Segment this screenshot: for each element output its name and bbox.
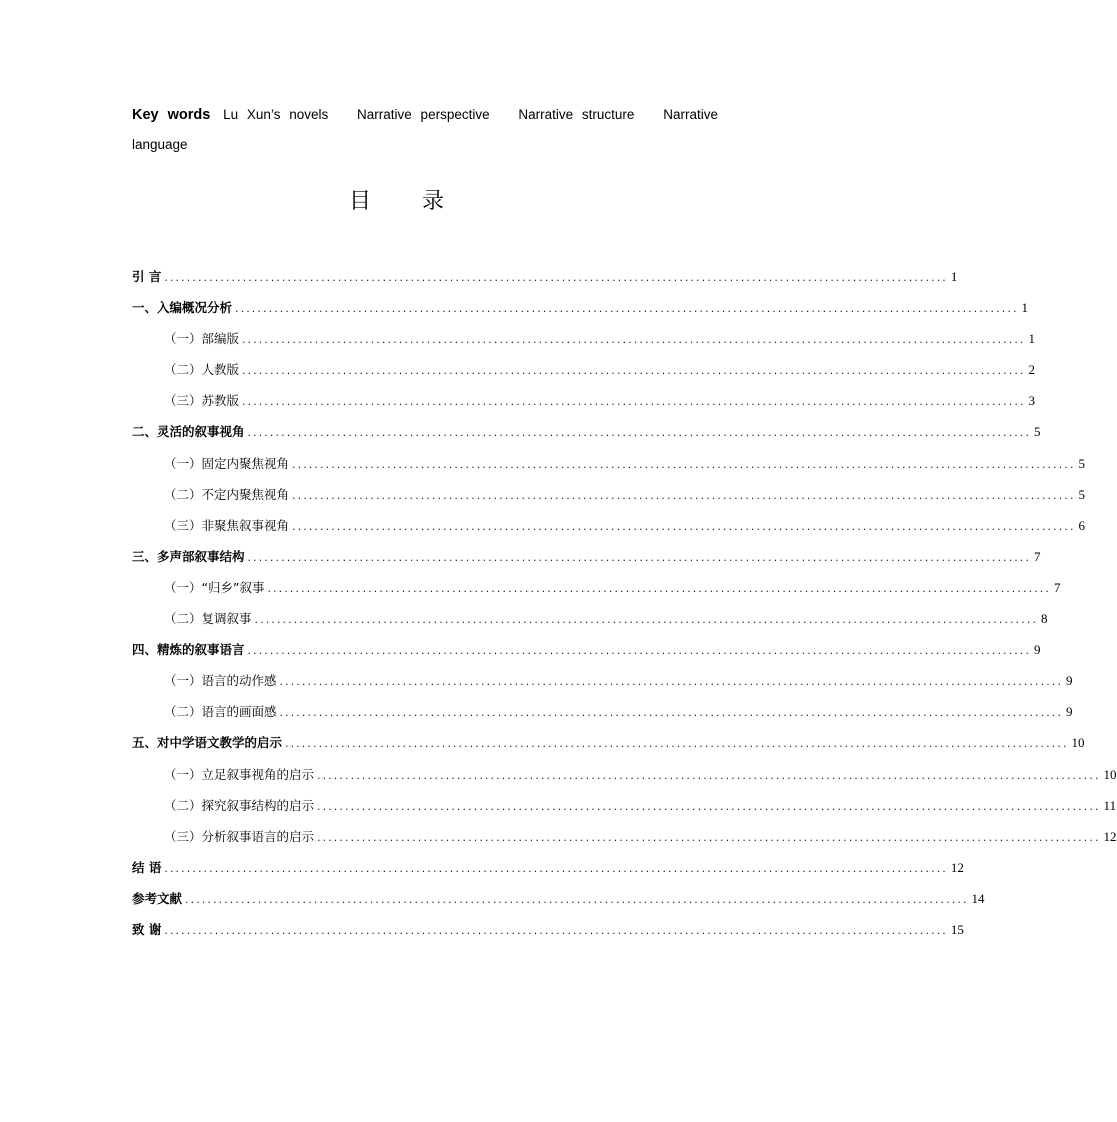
toc-entry-page-number: 2 [1028,362,1036,378]
toc-entry-page-number: 9 [1066,673,1073,689]
toc-entry-page-number: 9 [1034,642,1041,658]
toc-entry[interactable] [132,576,1061,607]
toc-entry-page-number: 12 [950,859,964,875]
toc-entry-label: 致 谢 [132,921,162,937]
keyword-term: Narrative perspective [357,107,490,122]
toc-entry-page-number: 1 [950,269,958,284]
toc-entry-label: 结 语 [132,859,162,875]
toc-entry[interactable] [132,794,1117,825]
toc-entry-page-number: 7 [1053,579,1061,595]
toc-entry-page-number: 11 [1103,797,1117,813]
toc-leader-dots: ............................................................................................................................................ [164,923,948,937]
toc-leader-dots: ............................................................................................................................................ [164,861,948,875]
toc-leader-dots: ............................................................................................................................................ [267,581,1051,595]
toc-leader-dots: ............................................................................................................................................ [247,426,1032,440]
toc-entry[interactable] [132,483,1086,514]
toc-entry-page-number: 1 [1028,331,1036,347]
toc-entry-label: 三、多声部叙事结构 [132,548,245,564]
toc-entry[interactable] [132,918,964,949]
toc-entry-label: （一）固定内聚焦视角 [164,455,290,471]
toc-entry[interactable] [132,607,1048,638]
toc-leader-dots: ............................................................................................................................................ [292,457,1076,471]
toc-entry-page-number: 5 [1078,486,1086,502]
toc-entry-label: （二）人教版 [164,362,240,378]
toc-entry-page-number: 12 [1103,828,1117,844]
toc-entry[interactable] [132,887,985,918]
toc-leader-dots: ............................................................................................................................................ [242,364,1026,378]
toc-leader-dots: ............................................................................................................................................ [254,613,1039,627]
toc-entry[interactable] [132,731,1085,762]
toc-entry[interactable] [132,452,1086,483]
toc-leader-dots: ............................................................................................................................................ [292,488,1076,502]
toc-leader-dots: ............................................................................................................................................ [242,333,1026,347]
toc-entry-label: 四、精炼的叙事语言 [132,642,245,658]
toc-entry-label: 引 言 [132,269,162,284]
toc-entry-label: （三）苏教版 [164,393,240,409]
toc-entry[interactable] [132,669,1073,700]
toc-entry-page-number: 5 [1034,424,1041,440]
toc-entry-label: （二）不定内聚焦视角 [164,486,290,502]
toc-entry[interactable] [132,265,958,296]
toc-entry-page-number: 8 [1041,611,1048,627]
toc-entry-label: 五、对中学语文教学的启示 [132,735,283,751]
toc-entry-label: （三）非聚焦叙事视角 [164,517,290,533]
toc-entry-label: （一）部编版 [164,331,240,347]
toc-leader-dots: ............................................................................................................................................ [317,830,1101,844]
toc-entry-page-number: 1 [1021,300,1029,316]
toc-entry[interactable] [132,514,1086,545]
toc-leader-dots: ............................................................................................................................................ [285,737,1069,751]
toc-entry-label: （二）探究叙事结构的启示 [164,797,315,813]
toc-leader-dots: ............................................................................................................................................ [164,271,948,284]
toc-title: 目 录 [349,189,466,214]
toc-entry-label: （一）语言的动作感 [164,673,277,689]
toc-leader-dots: ............................................................................................................................................ [247,644,1032,658]
toc-leader-dots: ............................................................................................................................................ [235,302,1019,316]
toc-entry-label: 一、入编概况分析 [132,300,233,316]
toc-leader-dots: ............................................................................................................................................ [292,519,1076,533]
keyword-term: Narrative structure [518,107,635,122]
toc-entry-label: （二）复调叙事 [164,611,252,627]
toc-entry-label: 二、灵活的叙事视角 [132,424,245,440]
toc-entry[interactable] [132,389,1036,420]
table-of-contents [132,265,1117,949]
toc-entry[interactable] [132,763,1117,794]
toc-entry-label: （一）“归乡”叙事 [164,579,265,595]
toc-entry-label: 参考文献 [132,890,183,906]
toc-entry-page-number: 7 [1034,548,1041,564]
toc-leader-dots: ............................................................................................................................................ [242,395,1026,409]
toc-leader-dots: ............................................................................................................................................ [185,892,969,906]
toc-entry-page-number: 15 [950,921,964,937]
toc-entry[interactable] [132,296,1029,327]
keyword-term: Narrative language [132,107,718,152]
toc-entry-page-number: 10 [1071,735,1085,751]
keywords-label: Key words [132,107,211,123]
toc-entry[interactable] [132,358,1036,389]
toc-leader-dots: ............................................................................................................................................ [247,550,1032,564]
toc-entry-page-number: 10 [1103,766,1117,782]
keyword-term: Lu Xun’s novels [223,107,329,122]
toc-entry[interactable] [132,700,1073,731]
toc-leader-dots: ............................................................................................................................................ [317,768,1101,782]
keywords-paragraph [132,100,718,160]
toc-leader-dots: ............................................................................................................................................ [317,799,1101,813]
toc-entry-page-number: 14 [971,890,985,906]
toc-entry-label: （二）语言的画面感 [164,704,277,720]
toc-entry[interactable] [132,638,1041,669]
toc-entry-page-number: 5 [1078,455,1086,471]
toc-leader-dots: ............................................................................................................................................ [279,675,1064,689]
toc-entry[interactable] [132,545,1041,576]
toc-leader-dots: ............................................................................................................................................ [279,706,1064,720]
toc-entry-label: （一）立足叙事视角的启示 [164,766,315,782]
toc-entry-page-number: 3 [1028,393,1036,409]
toc-entry[interactable] [132,856,964,887]
toc-entry-label: （三）分析叙事语言的启示 [164,828,315,844]
toc-entry-page-number: 6 [1078,517,1086,533]
toc-entry[interactable] [132,420,1041,451]
toc-entry-page-number: 9 [1066,704,1073,720]
toc-entry[interactable] [132,327,1036,358]
toc-entry[interactable] [132,825,1117,856]
